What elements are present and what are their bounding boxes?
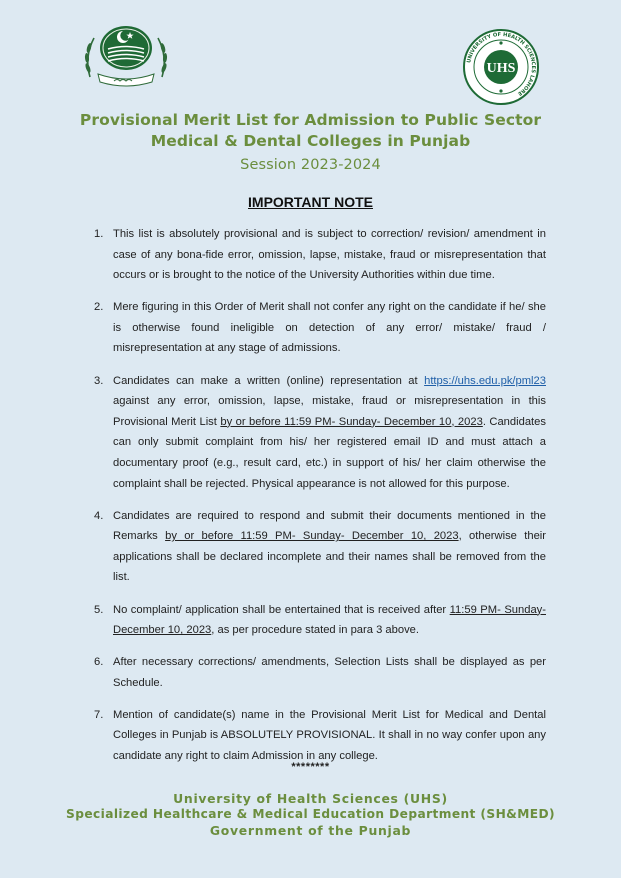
title-line-2: Medical & Dental Colleges in Punjab	[150, 132, 471, 150]
svg-text:UHS: UHS	[486, 61, 516, 76]
svg-text:UNIVERSITY OF HEALTH SCIENCES: UNIVERSITY OF HEALTH SCIENCES LAHORE	[466, 31, 537, 97]
note-text: . Candidates can only submit complaint from his/ her registered email ID and must attach a documentary proof (e.g., result card, etc.) in support of his/ her claim otherwise the complaint shall be rejected. Physical appearance is not allowed for this purpose.	[113, 415, 546, 490]
note-text: After necessary corrections/ amendments, Selection Lists shall be displayed as per Schedule.	[113, 656, 546, 689]
note-item-1	[94, 224, 546, 286]
uhs-seal-icon	[462, 28, 540, 106]
note-number: 7.	[94, 708, 104, 721]
footer-department: Specialized Healthcare & Medical Education Department (SH&MED)	[66, 807, 555, 821]
note-text: against any error, omission, lapse, mistake, fraud or misrepresentation in this Provisional Merit List	[113, 395, 546, 428]
note-number: 6.	[94, 656, 104, 669]
note-text: Candidates can make a written (online) representation at	[113, 374, 425, 387]
note-number: 1.	[94, 228, 104, 240]
note-number: 3.	[94, 374, 104, 387]
deadline-text: by or before 11:59 PM- Sunday- December 10, 2023	[220, 415, 483, 428]
note-number: 5.	[94, 603, 104, 616]
title-line-1: Provisional Merit List for Admission to Public Sector	[79, 111, 542, 129]
note-item-2	[94, 297, 546, 359]
representation-link[interactable]: https://uhs.edu.pk/pml23	[424, 374, 546, 387]
note-text: Mere figuring in this Order of Merit shall not confer any right on the candidate if he/ she is otherwise found ineligible on detection of any error/ mistake/ fraud / misrepresentation at any stage of admissions.	[113, 301, 546, 355]
end-marker: ********	[291, 761, 330, 773]
note-text: , as per procedure stated in para 3 above.	[211, 624, 419, 637]
footer-government: Government of the Punjab	[209, 823, 412, 838]
note-item-3	[94, 371, 546, 495]
note-text: , otherwise their applications shall be declared incomplete and their names shall be removed from the list.	[113, 530, 546, 584]
deadline-text: 11:59 PM- Sunday- December 10, 2023	[113, 603, 546, 637]
important-note-heading: IMPORTANT NOTE	[248, 194, 373, 210]
deadline-text: by or before 11:59 PM- Sunday- December 10, 2023	[165, 530, 459, 543]
note-text: Mention of candidate(s) name in the Provisional Merit List for Medical and Dental Colleges in Punjab is ABSOLUTELY PROVISIONAL. It shall in no way confer upon any candidate any right to claim Admission in any college.	[113, 708, 546, 763]
note-number: 2.	[94, 301, 104, 314]
footer-university: University of Health Sciences (UHS)	[173, 791, 448, 806]
notes-list	[94, 224, 546, 778]
note-item-4	[94, 506, 546, 588]
note-text: Candidates are required to respond and submit their documents mentioned in the Remarks	[113, 509, 546, 543]
note-text: No complaint/ application shall be entertained that is received after	[113, 603, 450, 616]
session-label: Session 2023-2024	[240, 157, 381, 173]
note-number: 4.	[94, 509, 104, 522]
note-item-7	[94, 705, 546, 767]
note-text: This list is absolutely provisional and is subject to correction/ revision/ amendment in case of any bona-fide error, omission, lapse, mistake, fraud or misrepresentation that occurs or is brought to the notice of the University Authorities within due time.	[113, 228, 546, 282]
note-item-5	[94, 600, 546, 641]
punjab-emblem-icon	[80, 22, 172, 92]
note-item-6	[94, 652, 546, 693]
